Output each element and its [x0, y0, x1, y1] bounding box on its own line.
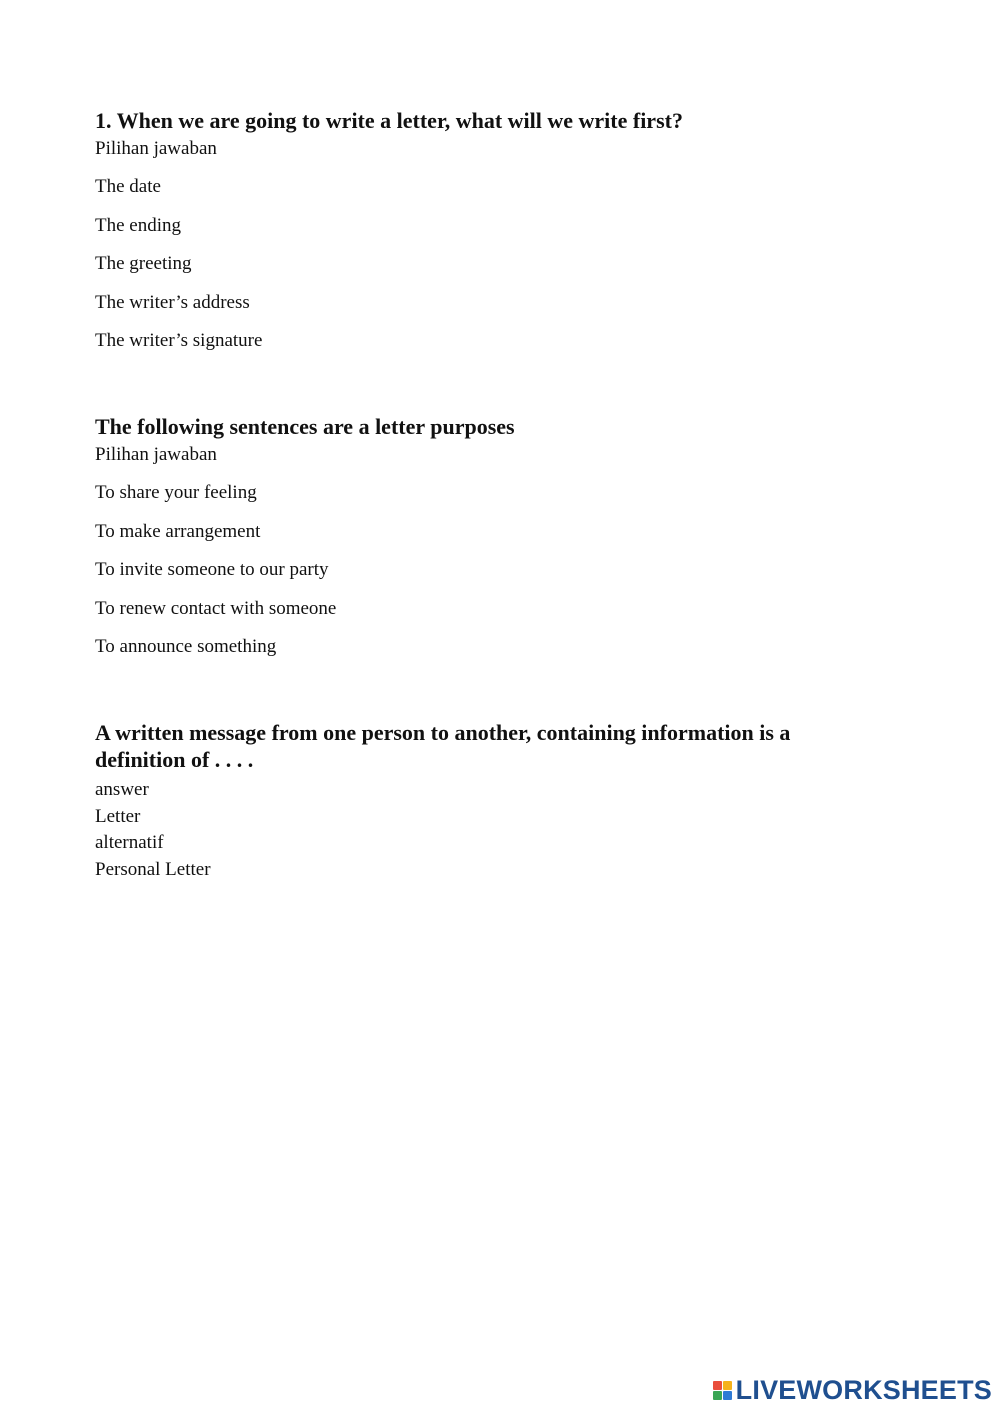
option[interactable]: To share your feeling: [95, 482, 257, 504]
option[interactable]: To invite someone to our party: [95, 559, 329, 581]
question-3-options: [95, 777, 885, 883]
liveworksheets-logo: [713, 1375, 992, 1406]
question-1-options: [95, 138, 885, 352]
option[interactable]: To announce something: [95, 635, 277, 657]
option-label: Pilihan jawaban: [95, 444, 217, 465]
option[interactable]: The writer’s signature: [95, 329, 263, 351]
option[interactable]: Personal Letter: [95, 858, 211, 880]
question-3-title: A written message from one person to another, containing information is a definition of . . . .: [95, 720, 791, 772]
option-label: Pilihan jawaban: [95, 138, 217, 159]
question-1: [95, 107, 885, 368]
question-3: [95, 719, 885, 883]
option-label: alternatif: [95, 832, 164, 853]
option[interactable]: The writer’s address: [95, 291, 250, 313]
option[interactable]: The ending: [95, 214, 182, 236]
logo-square-icon: [713, 1381, 722, 1390]
question-2: [95, 413, 885, 674]
logo-square-icon: [713, 1391, 722, 1400]
option[interactable]: To renew contact with someone: [95, 597, 337, 619]
liveworksheets-icon: [713, 1381, 732, 1400]
question-2-options: [95, 444, 885, 658]
option-label: answer: [95, 779, 149, 800]
logo-square-icon: [723, 1391, 732, 1400]
logo-square-icon: [723, 1381, 732, 1390]
question-1-title: 1. When we are going to write a letter, what will we write first?: [95, 108, 683, 133]
option[interactable]: Letter: [95, 805, 141, 827]
question-2-title: The following sentences are a letter purposes: [95, 414, 515, 439]
brand-name: LIVEWORKSHEETS: [735, 1375, 992, 1405]
option[interactable]: The greeting: [95, 253, 192, 275]
option[interactable]: To make arrangement: [95, 520, 261, 542]
option[interactable]: The date: [95, 176, 161, 198]
